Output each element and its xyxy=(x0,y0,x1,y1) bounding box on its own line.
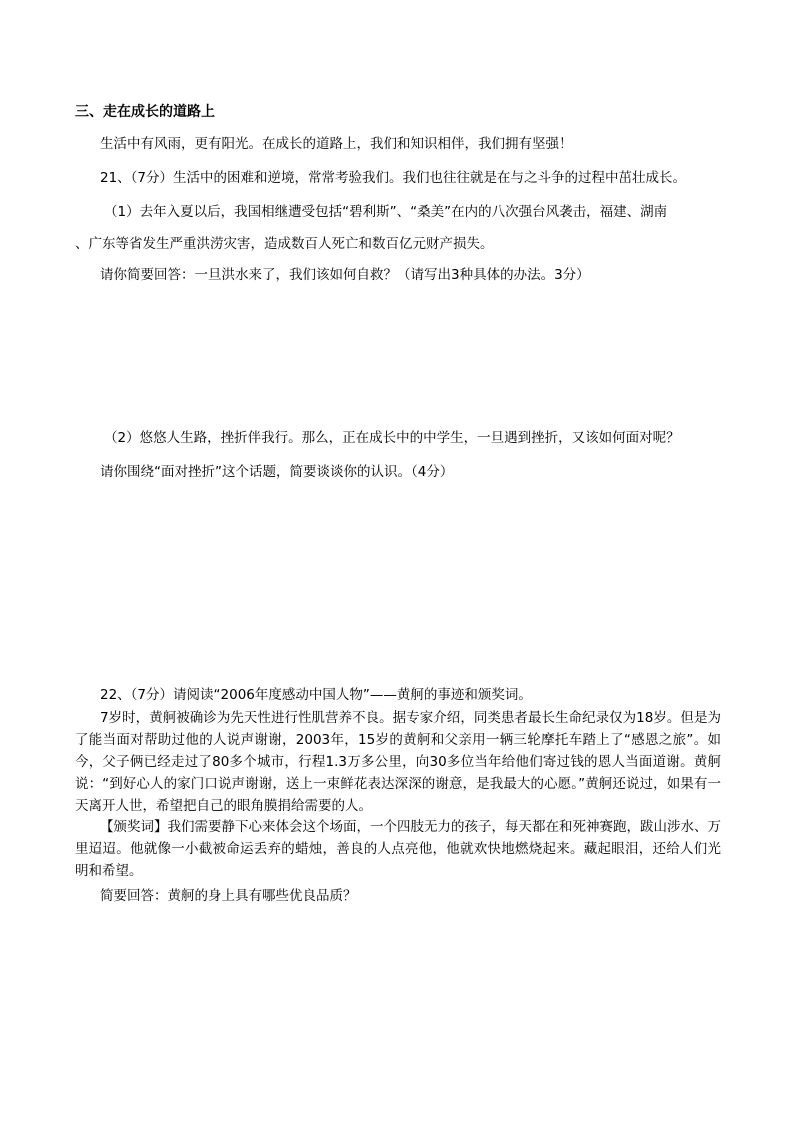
question-21-part1-text: （1）去年入夏以后，我国相继遭受包括“碧利斯”、“桑美”在内的八次强台风袭击，福建、湖南 xyxy=(104,204,668,220)
section-intro: 生活中有风雨，更有阳光。在成长的道路上，我们和知识相伴，我们拥有坚强！ xyxy=(100,136,573,152)
question-22-award-speech: 【颁奖词】我们需要静下心来体会这个场面，一个四肢无力的孩子，每天都在和死神赛跑，跋山涉水、万里迢迢。他就像一小截被命运丢弃的蜡烛，善良的人点亮他，他就欢快地燃烧起来。藏起眼泪，还给人们光明和希望。 xyxy=(75,819,721,879)
question-22-stem: 22、（7分）请阅读“2006年度感动中国人物”——黄舸的事迹和颁奖词。 xyxy=(100,687,532,703)
question-22-story: 7岁时，黄舸被确诊为先天性进行性肌营养不良。据专家介绍，同类患者最长生命纪录仅为18岁。但是为了能当面对帮助过他的人说声谢谢，2003年，15岁的黄舸和父亲用一辆三轮摩托车踏上了“感恩之旅”。如今，父子俩已经走过了80多个城市，行程1.3万多公里，向30多位当年给他们寄过钱的恩人当面道谢。黄舸说：“到好心人的家门口说声谢谢，送上一束鲜花表达深深的谢意，是我最大的心愿。”黄舸还说过，如果有一天离开人世，希望把自己的眼角膜捐给需要的人。 xyxy=(75,710,721,814)
section-title: 三、走在成长的道路上 xyxy=(75,104,215,120)
question-21-stem: 21、（7分）生活中的困难和逆境，常常考验我们。我们也往往就是在与之斗争的过程中茁壮成长。 xyxy=(100,170,687,186)
question-21-part1-prompt: 请你简要回答：一旦洪水来了，我们该如何自救？（请写出3种具体的办法。3分） xyxy=(100,267,590,283)
question-21-part1-text-continued: 、广东等省发生严重洪涝灾害，造成数百人死亡和数百亿元财产损失。 xyxy=(75,236,494,252)
question-22-prompt: 简要回答：黄舸的身上具有哪些优良品质？ xyxy=(100,888,357,904)
question-21-part2-prompt: 请你围绕“面对挫折”这个话题，简要谈谈你的认识。（4分） xyxy=(100,464,454,480)
question-21-part2-text: （2）悠悠人生路，挫折伴我行。那么，正在成长中的中学生，一旦遇到挫折，又该如何面对呢？ xyxy=(104,430,680,446)
